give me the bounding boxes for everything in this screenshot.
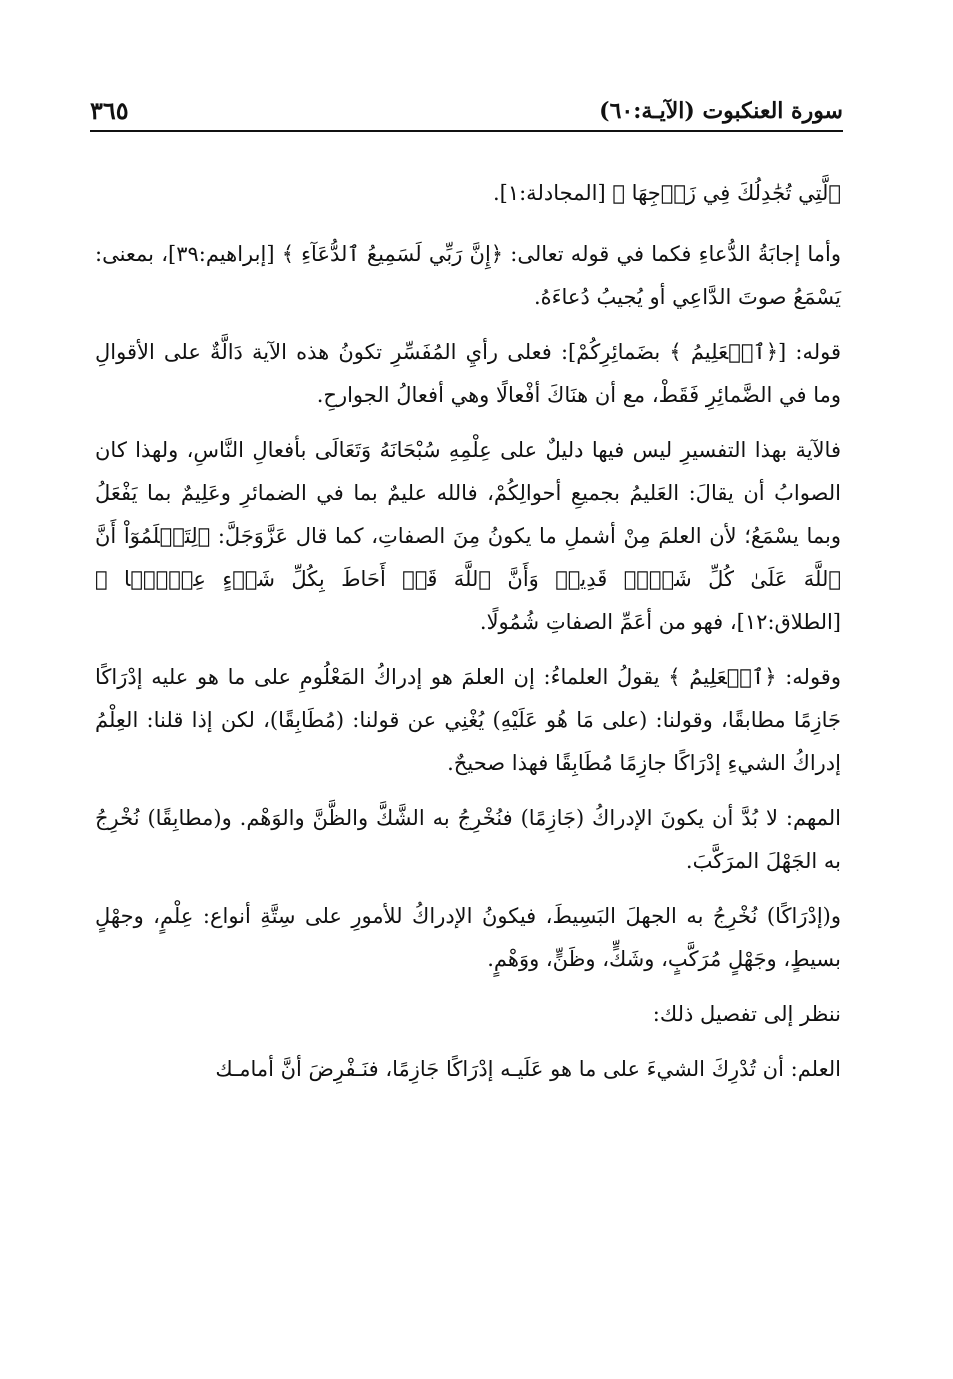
page-body (95, 172, 841, 1103)
paragraph-2: وأما إجابَةُ الدُّعاءِ فكما في قوله تعالى: ﴿إِنَّ رَبِّي لَسَمِيعُ ٱلدُّعَآءِ ﴾ [إبراهيم:٣٩]، بمعنى: يَسْمَعُ صوتَ الدَّاعِي أو يُجيبُ دُعاءَهُ. (95, 242, 841, 309)
running-title: سورة العنكبوت (الآيـة:٦٠) (599, 98, 843, 124)
paragraph-9: العلم: أن تُدْرِكَ الشيءَ على ما هو عَلَيـه إدْرَاكًا جَازِمًا، فنَـفْرِضَ أنَّ أمامـك (215, 1057, 841, 1081)
paragraph-3: قوله: [﴿ٱلۡعَلِيمُ ﴾ بضَمائِرِكُمْ]: فعلى رأيِ المُفَسِّرِ تكونُ هذه الآية دَالَّةٌ على الأقوالِ وما في الضَّمائِرِ فَقَطْ، مع أن هنَاكَ أفْعالًا وهي أفعالُ الجوارحِ. (95, 340, 841, 407)
paragraph-4: فالآية بهذا التفسيرِ ليس فيها دليلٌ على عِلْمِهِ سُبْحَانَهُ وَتَعَالَى بأفعالِ النَّاسِ، ولهذا كان الصوابُ أن يقالَ: العَليمُ بجميعِ أحوالِكُمْ، فالله عليمٌ بما في الضمائرِ وعَلِيمٌ بما يَفْعَلُ وبما يسْمَعُ؛ لأن العلمَ مِنْ أشملِ ما يكونُ مِنَ الصفاتِ، كما قال عَزَّوَجَلَّ: ﴿لِتَعۡلَمُوٓاْ أَنَّ ٱللَّهَ عَلَىٰ كُلِّ شَيۡءٖ قَدِيرٞ وَأَنَّ ٱللَّهَ قَدۡ أَحَاطَ بِكُلِّ شَيۡءٍ عِلۡمَۢا ﴾ [الطلاق:١٢]، فهو من أعَمِّ الصفاتِ شُمُولًا. (95, 438, 841, 634)
paragraph-7: و(إدْرَاكًا) نُخْرِجُ به الجهلَ البَسِيطَ، فيكونُ الإدراكُ للأمورِ على سِتَّةِ أنواع: عِلْمٍ، وجهْلٍ بسيطٍ، وجَهْلٍ مُرَكَّبٍ، وشَكٍّ، وظَنٍّ، ووَهْمٍ. (95, 904, 841, 971)
paragraph-8: ننظر إلى تفصيل ذلك: (652, 1002, 841, 1026)
paragraph-6: المهم: لا بُدَّ أن يكونَ الإدراكُ (جَازِمًا) فنُخْرِجُ به الشَّكَّ والظَّنَّ والوَهْم. و(مطابِقًا) نُخْرِجُ به الجَهْلَ المرَكَّبَ. (95, 806, 841, 873)
paragraph-5: وقوله: ﴿ٱلۡعَلِيمُ ﴾ يقولُ العلماءُ: إن العلمَ هو إدراكُ المَعْلُومِ على ما هو عليه إدْرَاكًا جَازِمًا مطابقًا، وقولنا: (على مَا هُو عَلَيْهِ) يُغْنِي عن قولنا: (مُطَابِقًا)، لكن إذا قلنا: العِلْمُ إدراكُ الشيءِ إدْرَاكًا جازِمًا مُطَابِقًا فهذا صحيحٌ. (95, 665, 841, 775)
paragraph-1: ٱلَّتِي تُجَٰدِلُكَ فِي زَوۡجِهَا ﴾ [المجادلة:١]. (492, 181, 841, 205)
page-number: ٣٦٥ (90, 96, 129, 125)
header-rule (90, 130, 843, 132)
page-header (90, 92, 843, 132)
